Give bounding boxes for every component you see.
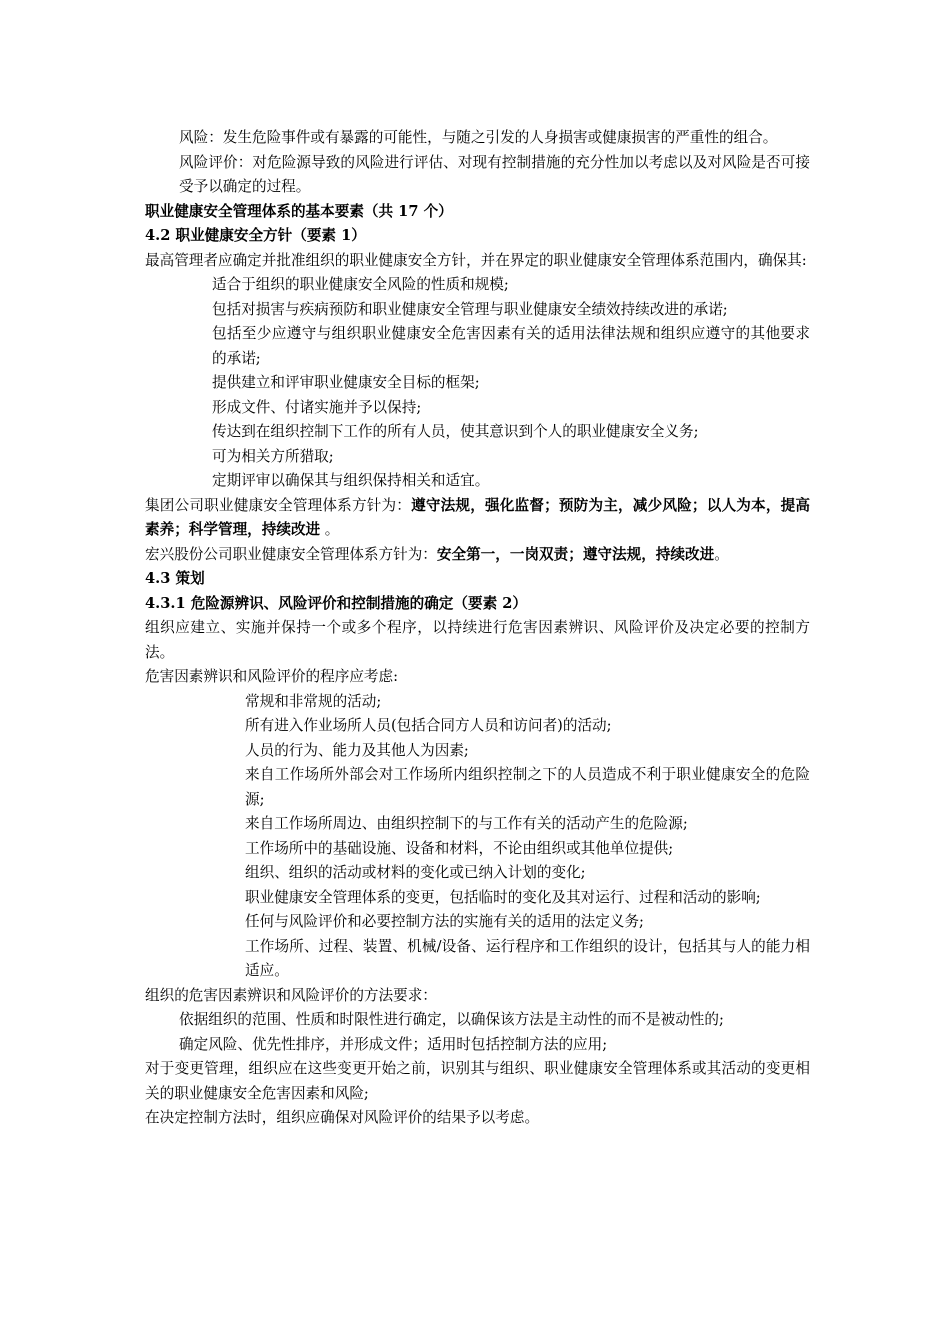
consider-item: 工作场所、过程、装置、机械/设备、运行程序和工作组织的设计，包括其与人的能力相适应。: [245, 937, 810, 979]
hongxing-policy-prefix: 宏兴股份公司职业健康安全管理体系方针为：: [145, 545, 437, 563]
policy-item: 适合于组织的职业健康安全风险的性质和规模;: [212, 276, 509, 293]
section-4-3-1-heading: 4.3.1 危险源辨识、风险评价和控制措施的确定（要素 2）: [145, 594, 528, 612]
policy-item: 可为相关方所猎取;: [212, 447, 334, 465]
policy-item: 包括至少应遵守与组织职业健康安全危害因素有关的适用法律法规和组织应遵守的其他要求的承诺;: [212, 325, 810, 367]
group-policy-prefix: 集团公司职业健康安全管理体系方针为：: [145, 496, 412, 514]
consider-item: 来自工作场所外部会对工作场所内组织控制之下的人员造成不利于职业健康安全的危险源;: [245, 766, 810, 808]
hongxing-policy: [145, 543, 810, 568]
procedure-paragraph: 组织应建立、实施并保持一个或多个程序，以持续进行危害因素辨识、风险评价及决定必要的控制方法。: [145, 619, 810, 661]
document-page: [145, 126, 810, 1131]
consider-item: 常规和非常规的活动;: [245, 692, 382, 710]
group-policy-text: 遵守法规，强化监督；预防为主，减少风险；以人为本，提高素养；科学管理，持续改进: [145, 496, 810, 538]
risk-evaluation-definition: 风险评价：对危险源导致的风险进行评估、对现有控制措施的充分性加以考虑以及对风险是否可接受予以确定的过程。: [179, 153, 810, 195]
change-management-paragraph: 对于变更管理，组织应在这些变更开始之前，识别其与组织、职业健康安全管理体系或其活动的变更相关的职业健康安全危害因素和风险;: [145, 1060, 810, 1102]
consider-item: 所有进入作业场所人员(包括合同方人员和访问者)的活动;: [245, 717, 612, 734]
section-4-2-heading: 4.2 职业健康安全方针（要素 1）: [145, 227, 366, 244]
consider-item: 职业健康安全管理体系的变更，包括临时的变化及其对运行、过程和活动的影响;: [245, 888, 761, 906]
control-decision-paragraph: 在决定控制方法时，组织应确保对风险评价的结果予以考虑。: [145, 1109, 540, 1126]
consider-item: 来自工作场所周边、由组织控制下的与工作有关的活动产生的危险源;: [245, 815, 688, 832]
hongxing-policy-text: 安全第一，一岗双责；遵守法规，持续改进: [436, 545, 715, 563]
policy-item: 定期评审以确保其与组织保持相关和适宜。: [212, 472, 490, 489]
policy-item: 包括对损害与疾病预防和职业健康安全管理与职业健康安全绩效持续改进的承诺;: [212, 300, 728, 318]
policy-item: 传达到在组织控制下工作的所有人员，使其意识到个人的职业健康安全义务;: [212, 423, 699, 440]
consider-item: 任何与风险评价和必要控制方法的实施有关的适用的法定义务;: [245, 913, 644, 930]
section-4-3-heading: 4.3 策划: [145, 570, 205, 587]
method-item: 确定风险、优先性排序，并形成文件；适用时包括控制方法的应用;: [179, 1035, 608, 1053]
consider-item: 组织、组织的活动或材料的变化或已纳入计划的变化;: [245, 864, 586, 881]
hongxing-policy-suffix: 。: [714, 545, 729, 563]
policy-intro: 最高管理者应确定并批准组织的职业健康安全方针，并在界定的职业健康安全管理体系范围内，确保其:: [145, 251, 807, 269]
group-policy: [145, 494, 810, 543]
method-requirements-intro: 组织的危害因素辨识和风险评价的方法要求：: [145, 986, 437, 1004]
method-item: 依据组织的范围、性质和时限性进行确定，以确保该方法是主动性的而不是被动性的;: [179, 1011, 724, 1028]
consider-item: 工作场所中的基础设施、设备和材料，不论由组织或其他单位提供;: [245, 839, 674, 857]
risk-definition: 风险：发生危险事件或有暴露的可能性，与随之引发的人身损害或健康损害的严重性的组合。: [179, 129, 778, 146]
basic-elements-heading: 职业健康安全管理体系的基本要素（共 17 个）: [145, 202, 453, 220]
consider-intro: 危害因素辨识和风险评价的程序应考虑:: [145, 668, 399, 685]
policy-item: 形成文件、付诸实施并予以保持;: [212, 398, 422, 416]
group-policy-suffix: 。: [320, 521, 340, 538]
consider-item: 人员的行为、能力及其他人为因素;: [245, 741, 469, 759]
policy-item: 提供建立和评审职业健康安全目标的框架;: [212, 374, 480, 391]
